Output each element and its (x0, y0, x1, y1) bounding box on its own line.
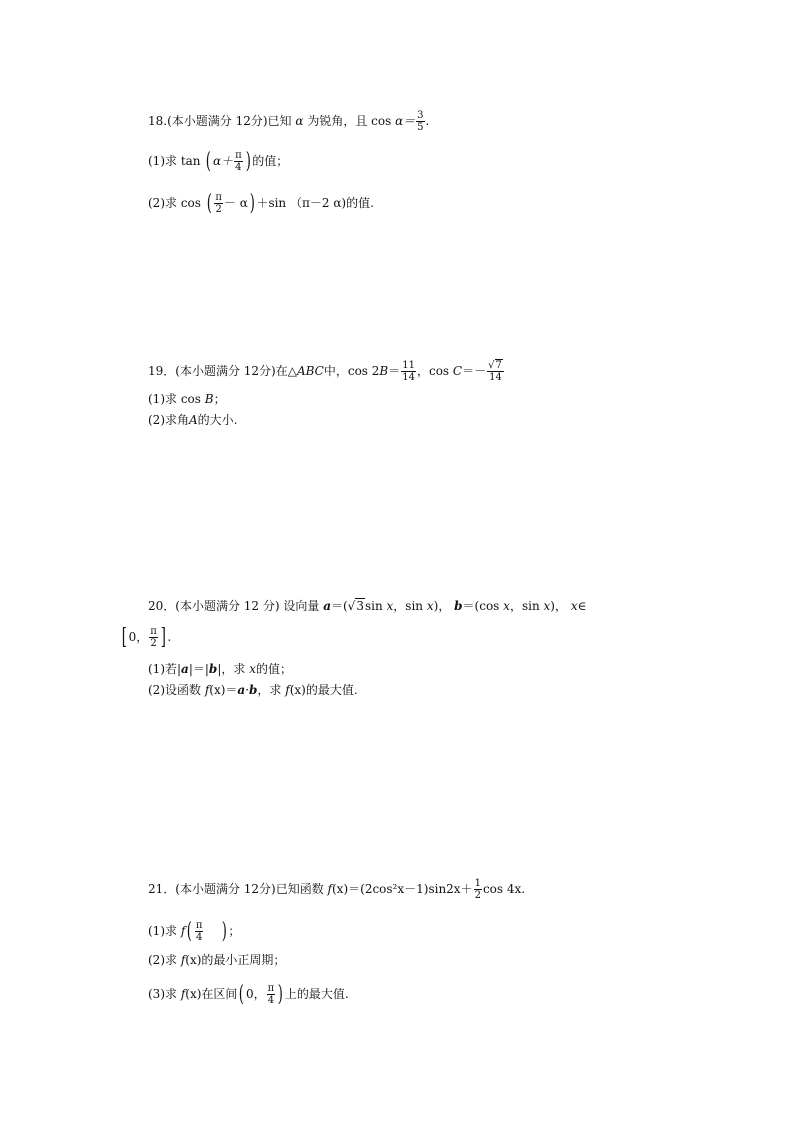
fraction: $\frac{√7}{14}$ (488, 360, 502, 383)
fraction: $\frac{\pi}{4}$ (235, 150, 242, 173)
fraction: $\frac{1}{2}$ (474, 878, 481, 901)
q21-part3: (3)求 f(x)在区间( 0， $\frac{\pi}{4}$ ) 上的最大值. (148, 981, 349, 1007)
q20-part1: (1)若|a|＝|b|，求 x的值； (148, 662, 292, 676)
q19-part1: (1)求 cos B； (148, 392, 226, 406)
q18-header: 18.(本小题满分 12分)已知 α 为锐角，且 cos α＝ $\frac{3}{5}$ . (148, 110, 430, 133)
fraction: $\frac{\pi}{4}$ (267, 983, 275, 1006)
q20-header: 20．(本小题满分 12 分) 设向量 a＝(√3sin x，sin x)， b＝(cos x，sin x)， x∈ (148, 599, 587, 613)
q21-header: 21．(本小题满分 12分)已知函数 f(x)＝(2cos²x－1)sin2x＋ $\frac{1}{2}$ cos 4x. (148, 878, 526, 901)
sqrt: √3 (347, 599, 364, 613)
q18-part2: (2)求 cos ( $\frac{\pi}{2}$ － α) ＋sin （π－2 α)的值. (148, 190, 374, 216)
q20-interval: [ 0， $\frac{\pi}{2}$ ] . (121, 624, 172, 650)
fraction: $\frac{3}{5}$ (417, 110, 424, 133)
fraction: $\frac{11}{14}$ (402, 360, 415, 383)
q21-part2: (2)求 f(x)的最小正周期； (148, 953, 286, 967)
q19-header: 19．(本小题满分 12分)在△ABC中，cos 2B＝ $\frac{11}{14}$ ，cos C＝－ $\frac{√7}{14}$ (148, 360, 502, 383)
fraction: $\frac{\pi}{2}$ (215, 192, 222, 215)
q20-part2: (2)设函数 f(x)＝a·b，求 f(x)的最大值. (148, 683, 358, 697)
q18-part1: (1)求 tan ( α＋ $\frac{\pi}{4}$ ) 的值； (148, 148, 289, 174)
q19-part2: (2)求角A的大小. (148, 413, 238, 427)
sqrt: √7 (488, 360, 502, 371)
fraction: $\frac{\pi}{2}$ (150, 626, 157, 649)
q21-part1: (1)求 f( $\frac{\pi}{4}$ ) ； (148, 918, 241, 944)
fraction: $\frac{\pi}{4}$ (195, 920, 203, 943)
